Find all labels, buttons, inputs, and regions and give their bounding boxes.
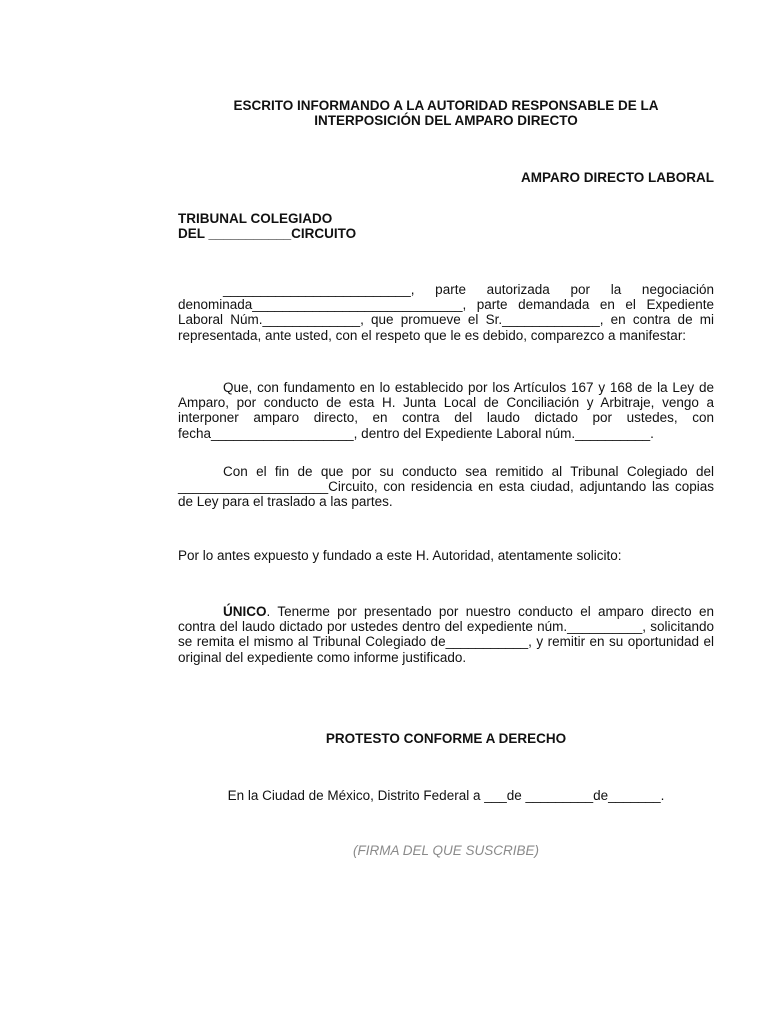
paragraph-remission: Con el fin de que por su conducto sea remitido al Tribunal Colegiado del ____________________Circuito, con residencia en esta ciudad, adjuntando las copias de Ley para el traslado a las partes. bbox=[178, 464, 714, 510]
unico-text: . Tenerme por presentado por nuestro conducto el amparo directo en contra del laudo dictado por ustedes dentro del expediente núm.__________, solicitando se remita el mismo al Tribunal Colegiado de___________, y remitir en su oportunidad el original del expediente como informe justificado. bbox=[178, 604, 714, 665]
paragraph-unico bbox=[178, 604, 714, 665]
addressee-line-2: DEL ___________CIRCUITO bbox=[178, 226, 357, 241]
protest-line: PROTESTO CONFORME A DERECHO bbox=[325, 731, 567, 746]
paragraph-intro: _________________________, parte autorizada por la negociación denominada____________________________, parte demandada en el Expediente Laboral Núm._____________, que promueve el Sr._____________, en contra de mi representada, ante usted, con el respeto que le es debido, comparezco a manifestar: bbox=[178, 282, 714, 343]
addressee bbox=[178, 211, 356, 241]
title-line-2: INTERPOSICIÓN DEL AMPARO DIRECTO bbox=[314, 113, 578, 128]
paragraph-basis: Que, con fundamento en lo establecido por los Artículos 167 y 168 de la Ley de Amparo, por conducto de esta H. Junta Local de Conciliación y Arbitraje, vengo a interponer amparo directo, en contra del laudo dictado por ustedes, con fecha___________________, dentro del Expediente Laboral núm.__________. bbox=[178, 380, 714, 441]
unico-label: ÚNICO bbox=[223, 604, 267, 619]
paragraph-request: Por lo antes expuesto y fundado a este H. Autoridad, atentamente solicito: bbox=[178, 548, 622, 563]
title-line-1: ESCRITO INFORMANDO A LA AUTORIDAD RESPONSABLE DE LA bbox=[233, 98, 659, 113]
place-date-line: En la Ciudad de México, Distrito Federal a ___de _________de_______. bbox=[227, 788, 665, 803]
document-title bbox=[178, 98, 714, 128]
case-type: AMPARO DIRECTO LABORAL bbox=[521, 170, 714, 185]
signature-line: (FIRMA DEL QUE SUSCRIBE) bbox=[352, 843, 540, 858]
addressee-line-1: TRIBUNAL COLEGIADO bbox=[178, 211, 333, 226]
